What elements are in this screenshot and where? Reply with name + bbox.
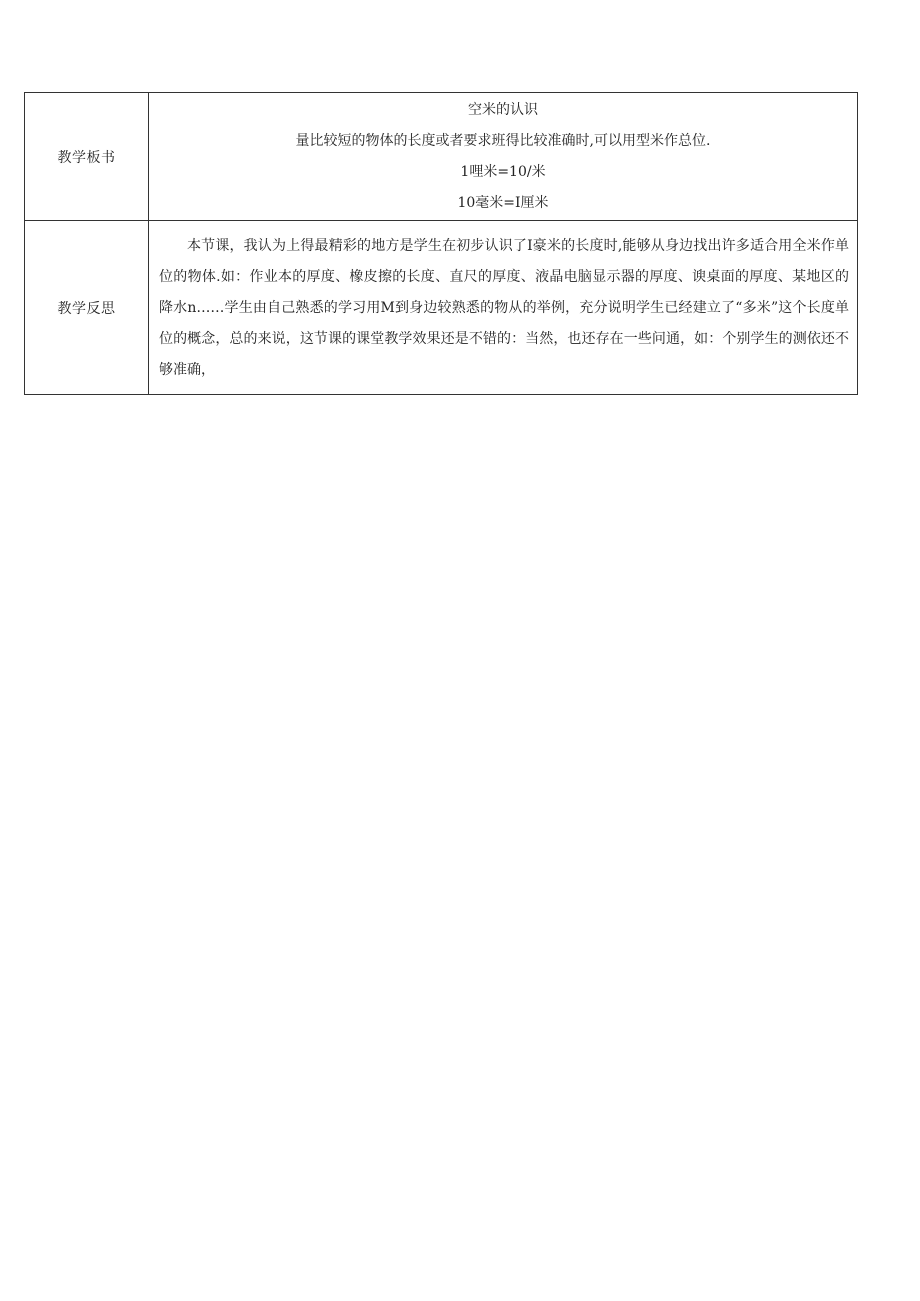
lesson-table xyxy=(24,92,858,395)
table-row-reflection xyxy=(25,221,858,395)
reflection-content xyxy=(149,221,858,395)
reflection-paragraph: 本节课，我认为上得最精彩的地方是学生在初步认识了I豪米的长度时,能够从身边找出许多适合用全米作单位的物体.如：作业本的厚度、橡皮擦的长度、直尺的厚度、液晶电脑显示器的厚度、谀桌面的厚度、某地区的降水n……学生由自己熟悉的学习用M到身边较熟悉的物从的举例，充分说明学生已经建立了“多米”这个长度单位的概念，总的来说，这节课的课堂教学效果还是不错的：当然，也还存在一些问通，如：个别学生的测依还不够准确， xyxy=(159,238,849,378)
board-title: 空米的认识 xyxy=(468,101,538,118)
board-line-conversion-1: 1哩米=10/米 xyxy=(460,163,546,180)
board-content xyxy=(149,93,858,221)
table-row-board xyxy=(25,93,858,221)
row-label-reflection: 教学反思 xyxy=(25,221,149,395)
board-line-rule: 量比较短的物体的长度或者要求班得比较准确时,可以用型米作总位. xyxy=(295,132,711,149)
row-label-board: 教学板书 xyxy=(25,93,149,221)
board-line-conversion-2: 10毫米=I厘米 xyxy=(457,194,549,211)
